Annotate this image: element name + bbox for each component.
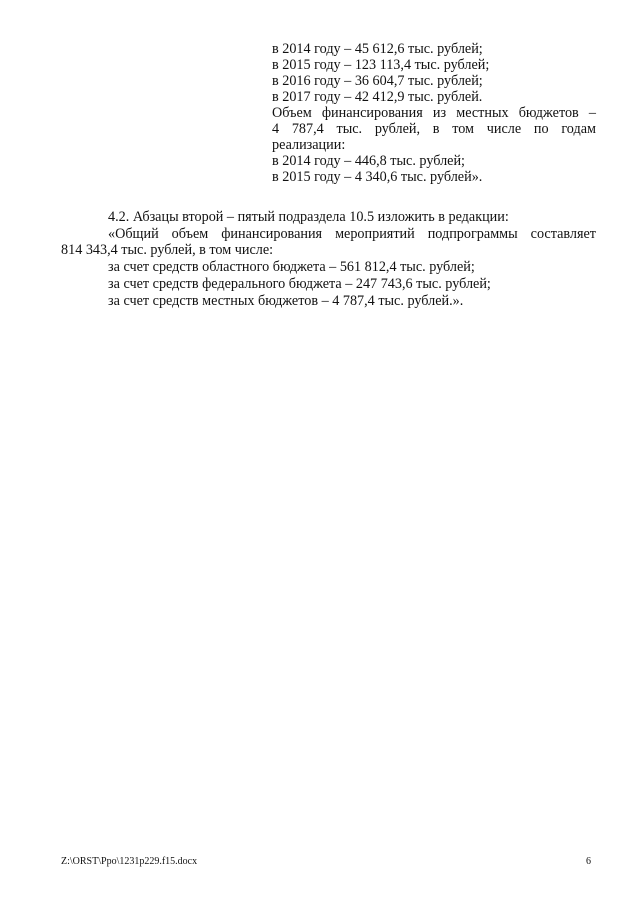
local-funding-line2: 4 787,4 тыс. рублей, в том числе по годам	[272, 121, 596, 137]
funding-2015-regional: в 2015 году – 123 113,4 тыс. рублей;	[272, 57, 490, 73]
total-funding-line2: 814 343,4 тыс. рублей, в том числе:	[61, 242, 274, 258]
funding-2014-local: в 2014 году – 446,8 тыс. рублей;	[272, 153, 465, 169]
federal-budget-item: за счет средств федерального бюджета – 247 743,6 тыс. рублей;	[108, 276, 491, 292]
local-funding-line1: Объем финансирования из местных бюджетов –	[272, 105, 596, 121]
section-heading: 4.2. Абзацы второй – пятый подраздела 10.5 изложить в редакции:	[108, 209, 509, 225]
funding-2015-local: в 2015 году – 4 340,6 тыс. рублей».	[272, 169, 483, 185]
local-funding-line3: реализации:	[272, 137, 346, 153]
funding-2017-regional: в 2017 году – 42 412,9 тыс. рублей.	[272, 89, 483, 105]
funding-2016-regional: в 2016 году – 36 604,7 тыс. рублей;	[272, 73, 483, 89]
total-funding-line1: «Общий объем финансирования мероприятий подпрограммы составляет	[108, 226, 596, 242]
funding-2014-regional: в 2014 году – 45 612,6 тыс. рублей;	[272, 41, 483, 57]
page-number: 6	[586, 856, 591, 867]
regional-budget-item: за счет средств областного бюджета – 561 812,4 тыс. рублей;	[108, 259, 475, 275]
footer-file-path: Z:\ORST\Ppo\1231p229.f15.docx	[61, 856, 198, 867]
local-budget-item: за счет средств местных бюджетов – 4 787,4 тыс. рублей.».	[108, 293, 464, 309]
